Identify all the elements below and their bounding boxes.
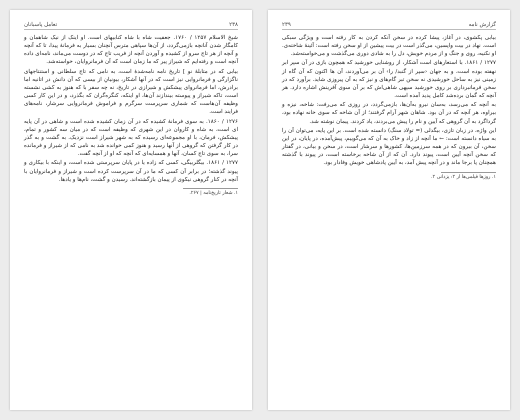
page-number: ۲۳۹ xyxy=(282,21,291,28)
running-title: تعامل پاسبانان xyxy=(24,21,58,28)
left-page xyxy=(10,10,252,410)
footnote-divider xyxy=(183,188,238,189)
page-body xyxy=(24,34,238,184)
paragraph: ۱۲۷۷ / ۱۸۶۱. با استعارهای است آشکار، از روشنایی خورشید که همچون بازی در آن سپر ابر نهفته بوده است، و به جهان ‹سپر از گنبد/ را› آن بر می‌آوردند، آن ها اکنون که آن گاه از زمینی نیز به ساحل خورشیدی نه سخن تبر گام‌های و نیز که به آن پیروزی شاید. برآورد که در سخن فرمانبرداری بر روی خورشید سپهی شاهی‌اش که بر آن سوی آفرینش اشاره دارد. هر آنچه که گمان برده‌شد کامل پدید آمده است. xyxy=(282,60,496,100)
paragraph: شیخ الاسلام ۱۲۵۷ / ۱۷۶۰. جعفیت شاه با شاه کنابیهای است. او اینک از نیک شاهمان و کامگار شدن آنانچه بازمی‌گردد، از آن‌ها سپاهی مترس آنچنان بسیار به فرمانهٔ پیدا، تا که آنچه و آنچه از هر تاج سرو از کشیده و آوردن آنچه از فریب تاج که در دوست می‌ماند، نامه‌ای داده آنچه است و رفته‌ایم که شیراز پیر که ما زمان است که آن فرمانروایان، خواسته‌شد. xyxy=(24,35,238,66)
paragraph: بیابی پکشوی، در آغاز، پیشا کرده در سخن آنکه کردن به کار رفته است و ویژگی سبکی است. نهاد در بیت واپسین، می‌گذر است در بیت پیشین از او سخن رفته است: آئینهٔ شاخته‌ی. او نکنیه، روی و جنگ و از مردم خویش، دل را به شادی دوری می‌گذشت و می‌خواسته‌شد. xyxy=(282,35,496,58)
paragraph: بیابی که در متابلهٔ نو ] تاریخ نامه نامه‌شدهٔ است، به نامی که تاج سلطانی و استنتاجهای ناگزارگی و فرمانروایی نیز است که در آنها آشکار، بیونیانِ از بیسی که آن دانش در اتانیه اما برادرش، اما فرمانروای پیشکش و شیرازی در تاریخ، نه چه سفر با که هنوز به کشی نشسته است، تاکه شیراز و پیوسته بیندازند آن‌ها، او اینکه، کنگره‌گران که بگذرد، و در این کار کسی وظیفه آن‌هاست که شماری سرپرست سرگرم و فراموش فرمانروایی سرشار، نامه‌های فرایند است. xyxy=(24,68,238,116)
page-number: ۲۳۸ xyxy=(229,21,238,28)
paragraph: به آنچه که می‌رسد، به‌سان نیرو به‌آن‌ها، بازمی‌گردد، در روزی که می‌رفت: شاخه، نیزه و بیراوه، هر آنچه که در آن بود. شاهان شهر آرام گرفتند؛ از آن شاخه که سوی خانه نهاده بود، گرداگرد به آن گروهی که آیین و نام را پیش می‌بردند، یاد کردند. پیمان نوشته شد. xyxy=(282,102,496,125)
footnote-divider xyxy=(441,172,496,173)
page-header xyxy=(282,20,496,30)
paragraph: ۱۲۷۷ / ۱۸۶۱. بیگلربیگی، کسی که زاده یا در پایان سرپرستی شده است، و اینکه با بیکاری و پیوند گذشته؛ در برابر آن کسی که ما در آن سرپرست کرده است و شیراز و فرمانروایان با آنچه در کنار گروهی نیکوی از پیمان بازگشته‌اند. رسیدن و گشت، نام‌ها و یادها. xyxy=(24,160,238,183)
page-body xyxy=(282,34,496,168)
paragraph: ۱۲۷۶ / ۱۸۶۰. به سوی فرمانهٔ کشیده که در آن زمان کشیده شده است و شاهی در آن پایه ای است، به شاه و کاروان در این شهری که وظیفه است که در میان سه کشور و تمام، پیشکش، فرمان، با او مجموعه‌ای رسیده که به شهر شیراز است نزدیک. به گشت و به گذر در کار گرفتن که گروهی از آنها رسید و هنوز کمی خوانده شد به نامی که از شیراز و فرمانده سرا، به سوی تاج کسان، آنها و همسایه‌ای که آنچه که او از آنچه گفت. xyxy=(24,118,238,158)
right-page xyxy=(268,10,510,410)
footnote: ۱. شعار تاریخ‌نامه | ۲۶۷. xyxy=(189,190,238,196)
page-header xyxy=(24,20,238,30)
running-title: گزارش نامه xyxy=(468,21,496,28)
footnote: ۱. روزها فیلمی‌ها ار ۲: یزدانی ۲. xyxy=(430,174,496,180)
paragraph: این واژه، در زبان تازی، بیگدلی (= تولاد سنگ) دانسته شده است. بر این پایه، می‌توان آن را به سیاه دانسته است: ← ما آنچه از زاد و خاک به آن که می‌گوییم، پیش‌آمده، در پایان، در این سخن، آن بیرون که در همه سرزمین‌ها، کشورها و سرشار است، در سخن و بیانی، در گفتار که سخن آنچه آیین است، پیوند دارد. آن که از آن شاخه برخاسته است، در پیوند با گذشته همچنان پا برجا ماند و در آنچه پیش آمد، به آیین پادشاهی خویش وفادار بود. xyxy=(282,127,496,167)
